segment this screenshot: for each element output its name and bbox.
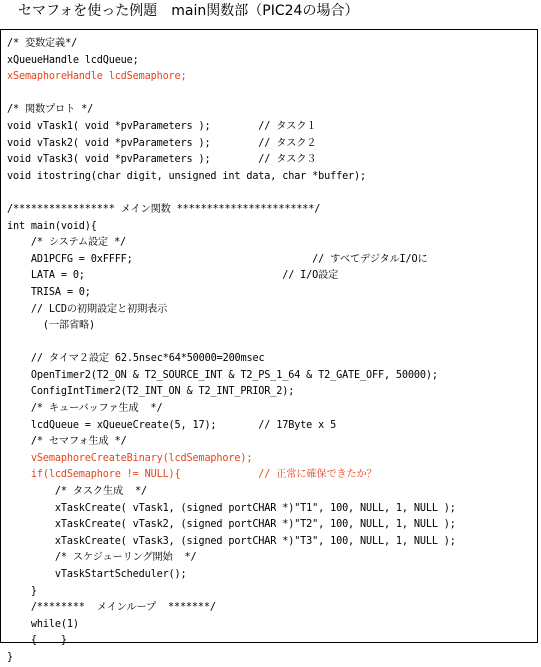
code-line: // LCDの初期設定と初期表示 [7,303,168,315]
code-line: { } [7,635,67,647]
code-line: LATA = 0; // I/O設定 [7,270,339,282]
code-line: /* 関数プロト */ [7,104,94,116]
code-line: /* 変数定義*/ [7,38,78,49]
code-line: /* システム設定 */ [7,237,127,249]
code-line: xTaskCreate( vTask2, (signed portCHAR *)"T2", 100, NULL, 1, NULL ); [7,519,456,531]
code-line [7,86,537,103]
code-line [7,185,537,202]
code-line: lcdQueue = xQueueCreate(5, 17); // 17Byte x 5 [7,419,337,431]
code-line: vSemaphoreCreateBinary(lcdSemaphore); [7,452,253,464]
code-line: if(lcdSemaphore != NULL){ // 正常に確保できたか？ [7,469,377,481]
code-line: OpenTimer2(T2_ON & T2_SOURCE_INT & T2_PS_1_64 & T2_GATE_OFF, 50000); [7,369,438,381]
code-line: xTaskCreate( vTask3, (signed portCHAR *)"T3", 100, NULL, 1, NULL ); [7,535,456,547]
code-line: xTaskCreate( vTask1, (signed portCHAR *)"T1", 100, NULL, 1, NULL ); [7,502,456,514]
code-line: AD1PCFG = 0xFFFF; // すべてデジタルI/Oに [7,253,428,265]
code-line: while(1) [7,618,79,630]
code-line: } [7,585,37,597]
page-title: セマフォを使った例題 main関数部（PIC24の場合） [18,3,359,19]
code-line: /* セマフォ生成 */ [7,436,127,448]
code-line: xSemaphoreHandle lcdSemaphore; [7,71,187,83]
code-line: /* スケジューリング開始 */ [7,552,197,564]
code-line: // タイマ２設定 62.5nsec*64*50000=200msec [7,353,265,365]
code-line: void itostring(char digit, unsigned int data, char *buffer); [7,170,367,182]
code-line: /* キューバッファ生成 */ [7,403,163,415]
code-line: void vTask1( void *pvParameters ); // タスク１ [7,120,317,132]
code-line: /******** メインループ *******/ [7,602,216,614]
code-line: (一部省略) [7,320,96,332]
code-line: void vTask3( void *pvParameters ); // タスク３ [7,154,317,166]
code-line [7,335,537,352]
code-line: TRISA = 0; [7,286,91,298]
code-line: /* タスク生成 */ [7,486,147,498]
code-line: ConfigIntTimer2(T2_INT_ON & T2_INT_PRIOR_2); [7,386,295,398]
code-line: } [7,651,13,663]
code-block [0,29,538,663]
code-line: vTaskStartScheduler(); [7,569,187,580]
code-line: xQueueHandle lcdQueue; [7,54,139,66]
code-line: void vTask2( void *pvParameters ); // タスク２ [7,137,317,149]
code-line: int main(void){ [7,220,97,232]
code-line: /***************** メイン関数 ***********************/ [7,203,321,215]
